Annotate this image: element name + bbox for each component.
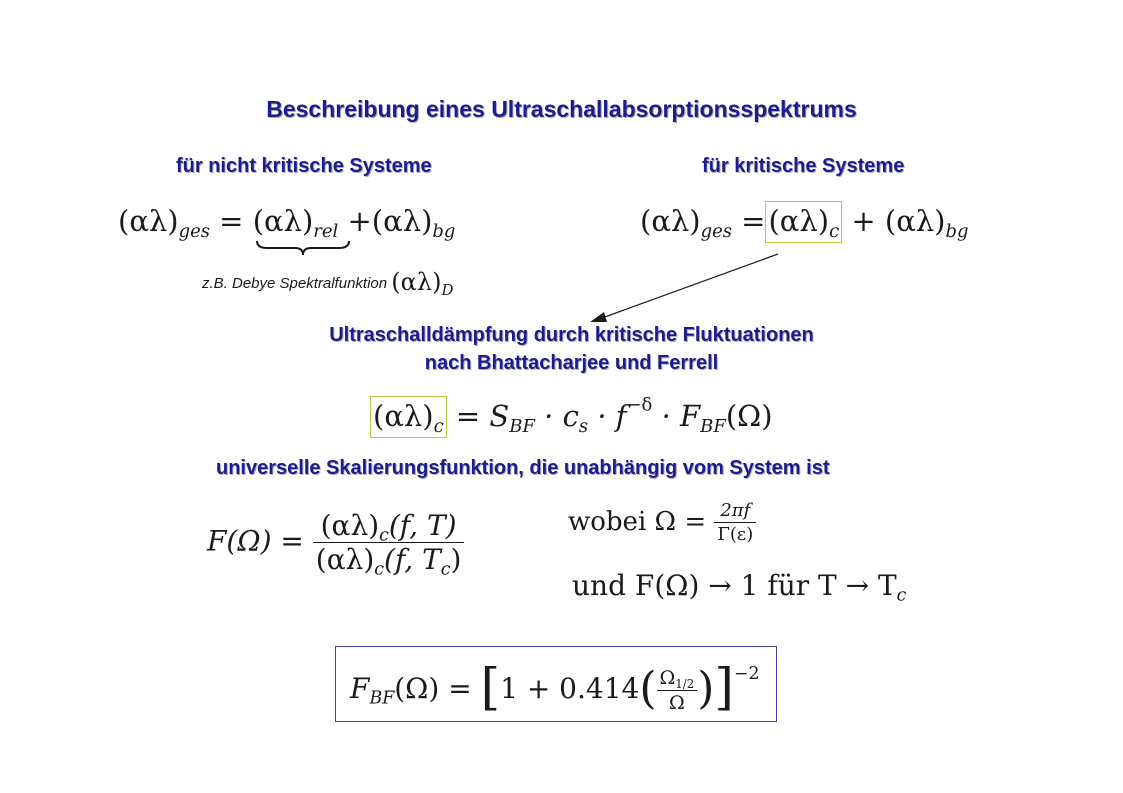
paren-close: ) xyxy=(697,663,715,714)
page-title: Beschreibung eines Ultraschallabsorptionsspektrums xyxy=(266,96,857,122)
lhs-symbol: (αλ) xyxy=(640,204,701,238)
formula-bf xyxy=(370,394,773,437)
equals: = xyxy=(741,204,766,238)
final-exp: −2 xyxy=(733,663,760,684)
formula-und xyxy=(572,569,907,606)
wobei-fraction xyxy=(714,502,756,544)
fbf-symbol: F xyxy=(350,672,370,705)
num-sub: c xyxy=(379,525,389,546)
final-num: Ω xyxy=(659,666,676,689)
rel-term xyxy=(252,204,339,242)
sbf-sub: BF xyxy=(509,415,535,437)
f-omega: F(Ω) = xyxy=(207,524,304,558)
debye-sym: (αλ) xyxy=(391,268,442,296)
formula-critical xyxy=(640,204,969,242)
rel-symbol: (αλ) xyxy=(252,204,314,238)
heading-critical: für kritische Systeme xyxy=(702,155,905,177)
bg-sub: bg xyxy=(945,220,969,242)
omega-arg: (Ω) xyxy=(725,399,773,433)
cs-sub: s xyxy=(578,415,589,437)
bg-symbol: + (αλ) xyxy=(851,204,946,238)
fbf-tail: (Ω) = xyxy=(394,672,472,705)
final-inner: 1 + 0.414 xyxy=(500,672,640,705)
den-symbol: (αλ) xyxy=(315,543,375,576)
c-symbol: (αλ) xyxy=(373,399,434,433)
den-tail: (f, T xyxy=(384,543,441,576)
final-fraction xyxy=(657,666,698,714)
critical-term-box xyxy=(765,201,842,243)
bg-symbol: +(αλ) xyxy=(347,204,433,238)
scaling-numerator xyxy=(313,509,465,546)
fbf-sub: BF xyxy=(700,415,726,437)
f-sup: −δ xyxy=(626,394,653,416)
heading-scaling: universelle Skalierungsfunktion, die unabhängig vom System ist xyxy=(216,457,830,479)
lhs-sub: ges xyxy=(178,220,210,242)
c-sub: c xyxy=(433,415,444,437)
scaling-denominator xyxy=(313,543,465,580)
bracket-open: [ xyxy=(480,658,501,716)
num-tail: (f, T) xyxy=(388,509,457,542)
formula-final xyxy=(350,658,760,716)
wobei-numerator: 2πf xyxy=(714,502,756,523)
wobei-text: wobei Ω = xyxy=(568,507,707,537)
f-symbol: · f xyxy=(588,399,627,433)
c-symbol: (αλ) xyxy=(768,204,830,238)
debye-symbol xyxy=(391,268,454,299)
wobei-denominator: Γ(ε) xyxy=(717,524,754,545)
final-numerator xyxy=(657,666,698,691)
equals: = xyxy=(219,204,244,238)
c-sub: c xyxy=(829,220,840,242)
formula-scaling xyxy=(207,509,464,580)
formula-non-critical xyxy=(118,204,456,242)
final-num-sub: 1/2 xyxy=(675,676,695,691)
heading-non-critical: für nicht kritische Systeme xyxy=(176,155,432,177)
heading-bf-2: nach Bhattacharjee und Ferrell xyxy=(424,352,719,374)
fbf-sub: BF xyxy=(369,688,395,709)
heading-bf-1: Ultraschalldämpfung durch kritische Fluktuationen xyxy=(329,324,814,346)
underbrace-icon xyxy=(255,239,351,257)
den-sub: c xyxy=(374,559,385,580)
debye-note xyxy=(202,268,454,299)
debye-sub: D xyxy=(441,280,454,299)
und-sub: c xyxy=(896,585,907,606)
lhs-symbol: (αλ) xyxy=(118,204,179,238)
fbf-symbol: · F xyxy=(652,399,701,433)
num-symbol: (αλ) xyxy=(320,509,380,542)
critical-term-box xyxy=(370,396,447,438)
final-denominator: Ω xyxy=(668,691,685,714)
den-close: ) xyxy=(450,543,462,576)
paren-open: ( xyxy=(639,663,657,714)
lhs-sub: ges xyxy=(700,220,732,242)
und-text: und F(Ω) → 1 für T → T xyxy=(572,569,897,602)
formula-wobei xyxy=(568,502,756,544)
scaling-fraction xyxy=(313,509,465,580)
rel-sub: rel xyxy=(313,220,339,242)
cs-symbol: · c xyxy=(534,399,579,433)
den-tail-sub: c xyxy=(440,559,451,580)
bracket-close: ] xyxy=(714,658,734,716)
bg-sub: bg xyxy=(432,220,456,242)
debye-note-text: z.B. Debye Spektralfunktion xyxy=(202,275,388,292)
sbf-symbol: = S xyxy=(455,399,510,433)
